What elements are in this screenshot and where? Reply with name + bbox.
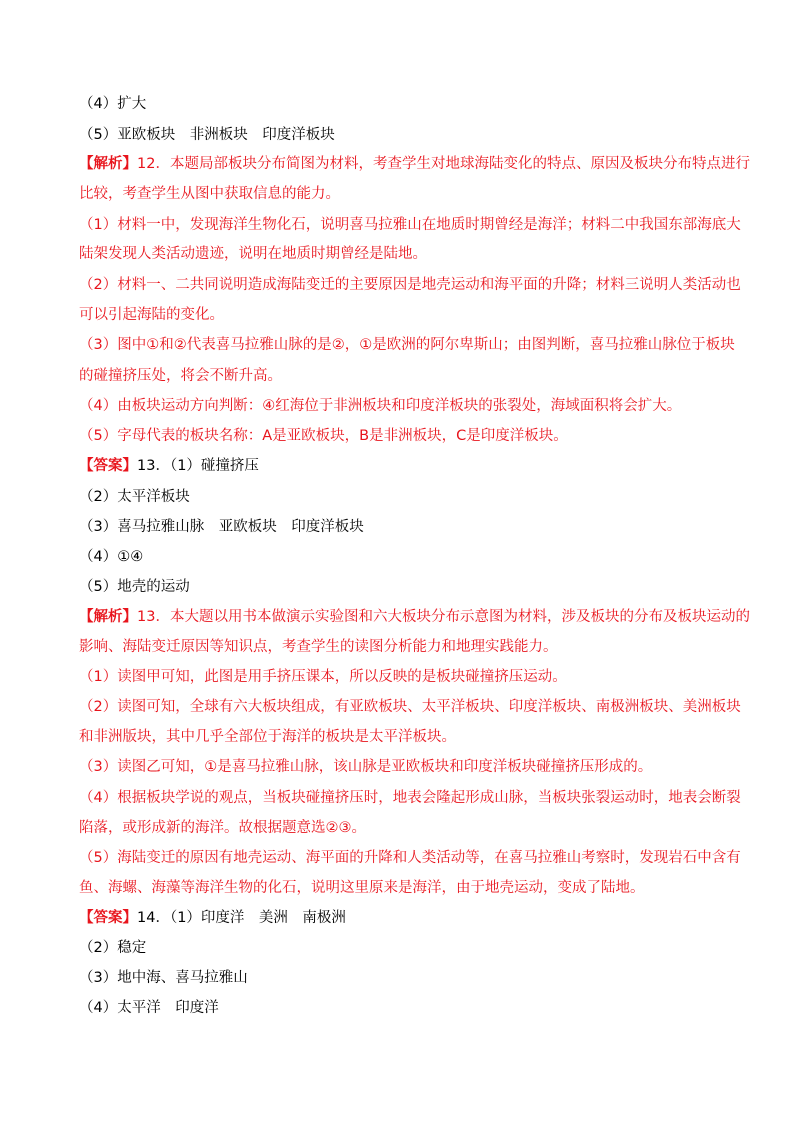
text-line: （5）海陆变迁的原因有地壳运动、海平面的升降和人类活动等，在喜马拉雅山考察时，发现岩石中含有 bbox=[79, 850, 741, 866]
text-line: （2）读图可知，全球有六大板块组成，有亚欧板块、太平洋板块、印度洋板块、南极洲板块、美洲板块 bbox=[79, 699, 741, 715]
text-line: 陷落，或形成新的海洋。故根据题意选②③。 bbox=[79, 820, 366, 836]
text-line: 可以引起海陆的变化。 bbox=[79, 307, 224, 323]
text-line: （4）扩大 bbox=[79, 96, 147, 112]
analysis-tag: 【解析】 bbox=[79, 156, 137, 172]
text-line: （5）字母代表的板块名称：A是亚欧板块，B是非洲板块，C是印度洋板块。 bbox=[79, 428, 568, 444]
text-line: 比较，考查学生从图中获取信息的能力。 bbox=[79, 186, 340, 202]
text-line: 【解析】12．本题局部板块分布简图为材料，考查学生对地球海陆变化的特点、原因及板块分布特点进行 bbox=[79, 156, 750, 172]
text-line: （3）读图乙可知，①是喜马拉雅山脉，该山脉是亚欧板块和印度洋板块碰撞挤压形成的。 bbox=[79, 759, 653, 775]
text-line: （1）材料一中，发现海洋生物化石，说明喜马拉雅山在地质时期曾经是海洋；材料二中我国东部海底大 bbox=[79, 217, 741, 233]
analysis-tag: 【解析】 bbox=[79, 609, 137, 625]
text-line: 和非洲版块，其中几乎全部位于海洋的板块是太平洋板块。 bbox=[79, 729, 456, 745]
text-line: 陆架发现人类活动遗迹，说明在地质时期曾经是陆地。 bbox=[79, 246, 427, 262]
text-line: （1）读图甲可知，此图是用手挤压课本，所以反映的是板块碰撞挤压运动。 bbox=[79, 669, 567, 685]
text-line: （3）图中①和②代表喜马拉雅山脉的是②，①是欧洲的阿尔卑斯山；由图判断，喜马拉雅山脉位于板块 bbox=[79, 337, 735, 353]
text-line: 鱼、海螺、海藻等海洋生物的化石，说明这里原来是海洋，由于地壳运动，变成了陆地。 bbox=[79, 880, 645, 896]
text-line: （4）①④ bbox=[79, 549, 144, 565]
text-line: （4）由板块运动方向判断：④红海位于非洲板块和印度洋板块的张裂处，海域面积将会扩大。 bbox=[79, 398, 682, 414]
text-line: （3）地中海、喜马拉雅山 bbox=[79, 970, 248, 986]
answer-tag: 【答案】 bbox=[79, 910, 137, 926]
text-line: 【解析】13．本大题以用书本做演示实验图和六大板块分布示意图为材料，涉及板块的分布及板块运动的 bbox=[79, 609, 750, 625]
text-line: （3）喜马拉雅山脉 亚欧板块 印度洋板块 bbox=[79, 519, 364, 535]
text-line: （2）材料一、二共同说明造成海陆变迁的主要原因是地壳运动和海平面的升降；材料三说明人类活动也 bbox=[79, 277, 741, 293]
text-line: （4）太平洋 印度洋 bbox=[79, 1000, 219, 1016]
answer-tag: 【答案】 bbox=[79, 458, 137, 474]
text-line: （2）稳定 bbox=[79, 940, 147, 956]
text-line: （5）地壳的运动 bbox=[79, 579, 190, 595]
text-line: 【答案】13．（1）碰撞挤压 bbox=[79, 458, 259, 474]
text-line: 【答案】14．（1）印度洋 美洲 南极洲 bbox=[79, 910, 346, 926]
text-line: （2）太平洋板块 bbox=[79, 489, 190, 505]
text-line: （4）根据板块学说的观点，当板块碰撞挤压时，地表会隆起形成山脉，当板块张裂运动时，地表会断裂 bbox=[79, 790, 741, 806]
text-line: 的碰撞挤压处，将会不断升高。 bbox=[79, 368, 282, 384]
text-line: （5）亚欧板块 非洲板块 印度洋板块 bbox=[79, 127, 335, 143]
text-line: 影响、海陆变迁原因等知识点，考查学生的读图分析能力和地理实践能力。 bbox=[79, 639, 558, 655]
